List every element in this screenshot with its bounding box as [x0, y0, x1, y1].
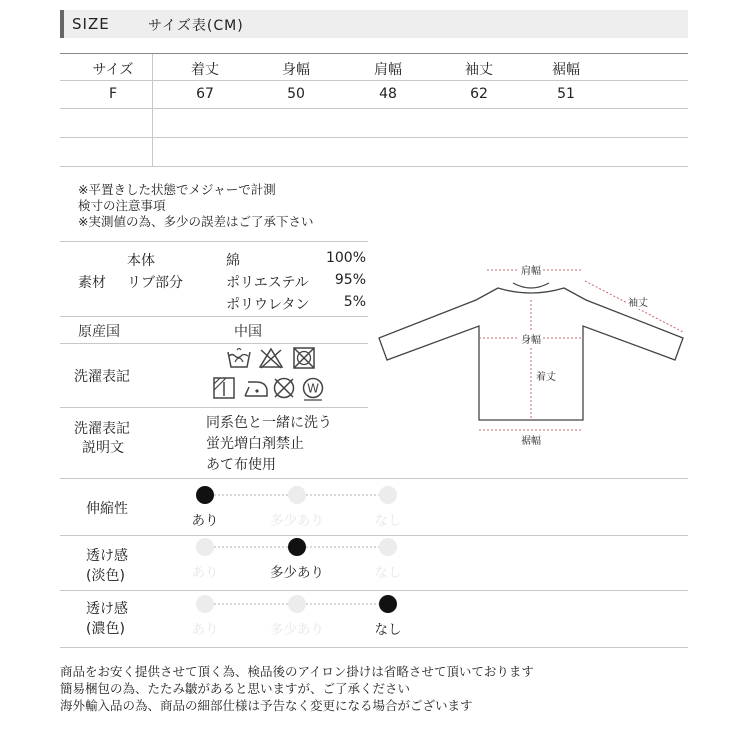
table-cell-size: F	[108, 86, 118, 102]
table-cell-sleeve: 62	[470, 86, 488, 102]
no-dry-clean-icon	[272, 376, 296, 400]
header-subtitle: サイズ表(CM)	[148, 18, 244, 34]
origin-value: 中国	[234, 324, 262, 340]
scale-label: 伸縮性	[86, 501, 128, 517]
scale-dot	[196, 538, 214, 556]
scale-label: (淡色)	[86, 568, 125, 584]
scale-level-label: 多少あり	[270, 513, 324, 529]
diagram-label-hem: 裾幅	[519, 432, 543, 447]
header-title: SIZE	[72, 15, 110, 33]
scale-level-label: あり	[191, 565, 219, 581]
material-label: 素材	[78, 275, 106, 291]
wash-notes-label: 説明文	[82, 440, 124, 456]
note-line: ※実測値の為、多少の誤差はご了承下さい	[78, 214, 314, 229]
material-part: 本体	[127, 253, 155, 269]
table-cell-shoulder: 48	[379, 86, 397, 102]
header-accent-bar	[60, 10, 64, 38]
scale-dot	[379, 486, 397, 504]
wash-symbols-label: 洗濯表記	[74, 369, 130, 385]
table-header-hem: 裾幅	[552, 62, 580, 78]
scale-level-label: あり	[191, 513, 219, 529]
table-cell-chest: 50	[287, 86, 305, 102]
scale-level-label: なし	[374, 513, 402, 529]
wash-tub-icon	[226, 346, 252, 370]
scale-dot	[288, 595, 306, 613]
scale-dot	[288, 486, 306, 504]
footer-note-line: 簡易梱包の為、たたみ皺があると思いますが、ご了承ください	[60, 681, 411, 696]
wash-note-line: 同系色と一緒に洗う	[206, 415, 332, 431]
scale-dot	[288, 538, 306, 556]
scale-dot	[196, 595, 214, 613]
material-fiber: ポリウレタン	[226, 297, 310, 313]
line-dry-shade-icon	[212, 376, 236, 400]
table-cell-hem: 51	[557, 86, 575, 102]
diagram-label-length: 着丈	[534, 368, 558, 383]
scale-label: 透け感	[86, 548, 128, 564]
wash-notes-label: 洗濯表記	[74, 421, 130, 437]
scale-dot	[196, 486, 214, 504]
scale-level-label: あり	[191, 622, 219, 638]
table-header-size: サイズ	[92, 62, 134, 78]
table-cell-length: 67	[196, 86, 214, 102]
note-line: 検寸の注意事項	[78, 198, 166, 213]
table-header-chest: 身幅	[282, 62, 310, 78]
footer-note-line: 海外輸入品の為、商品の細部仕様は予告なく変更になる場合がございます	[60, 698, 473, 713]
wet-clean-icon	[300, 376, 326, 402]
table-header-sleeve: 袖丈	[465, 62, 493, 78]
iron-low-icon	[242, 377, 270, 399]
scale-label: 透け感	[86, 601, 128, 617]
material-part: リブ部分	[127, 275, 183, 291]
svg-text:W: W	[307, 381, 319, 396]
scale-dot	[379, 595, 397, 613]
wash-note-line: あて布使用	[206, 457, 276, 473]
table-header-length: 着丈	[191, 62, 219, 78]
scale-level-label: 多少あり	[270, 565, 324, 581]
scale-dot	[379, 538, 397, 556]
scale-level-label: 多少あり	[270, 622, 324, 638]
wash-note-line: 蛍光増白剤禁止	[206, 436, 304, 452]
scale-level-label: なし	[374, 622, 402, 638]
material-fiber: ポリエステル	[226, 275, 309, 291]
footer-note-line: 商品をお安く提供させて頂く為、検品後のアイロン掛けは省略させて頂いております	[60, 664, 534, 679]
no-bleach-icon	[258, 347, 284, 369]
diagram-label-shoulder: 肩幅	[519, 262, 543, 277]
section-header	[60, 10, 688, 38]
no-tumble-dry-icon	[292, 346, 316, 370]
table-header-shoulder: 肩幅	[374, 62, 402, 78]
diagram-label-sleeve: 袖丈	[626, 294, 650, 309]
diagram-label-chest: 身幅	[519, 331, 543, 346]
origin-label: 原産国	[78, 324, 120, 340]
scale-label: (濃色)	[86, 621, 125, 637]
scale-level-label: なし	[374, 565, 402, 581]
material-percent: 95%	[334, 272, 366, 288]
material-percent: 100%	[325, 250, 366, 266]
note-line: ※平置きした状態でメジャーで計測	[78, 182, 276, 197]
material-fiber: 綿	[226, 253, 240, 269]
material-percent: 5%	[343, 294, 366, 310]
